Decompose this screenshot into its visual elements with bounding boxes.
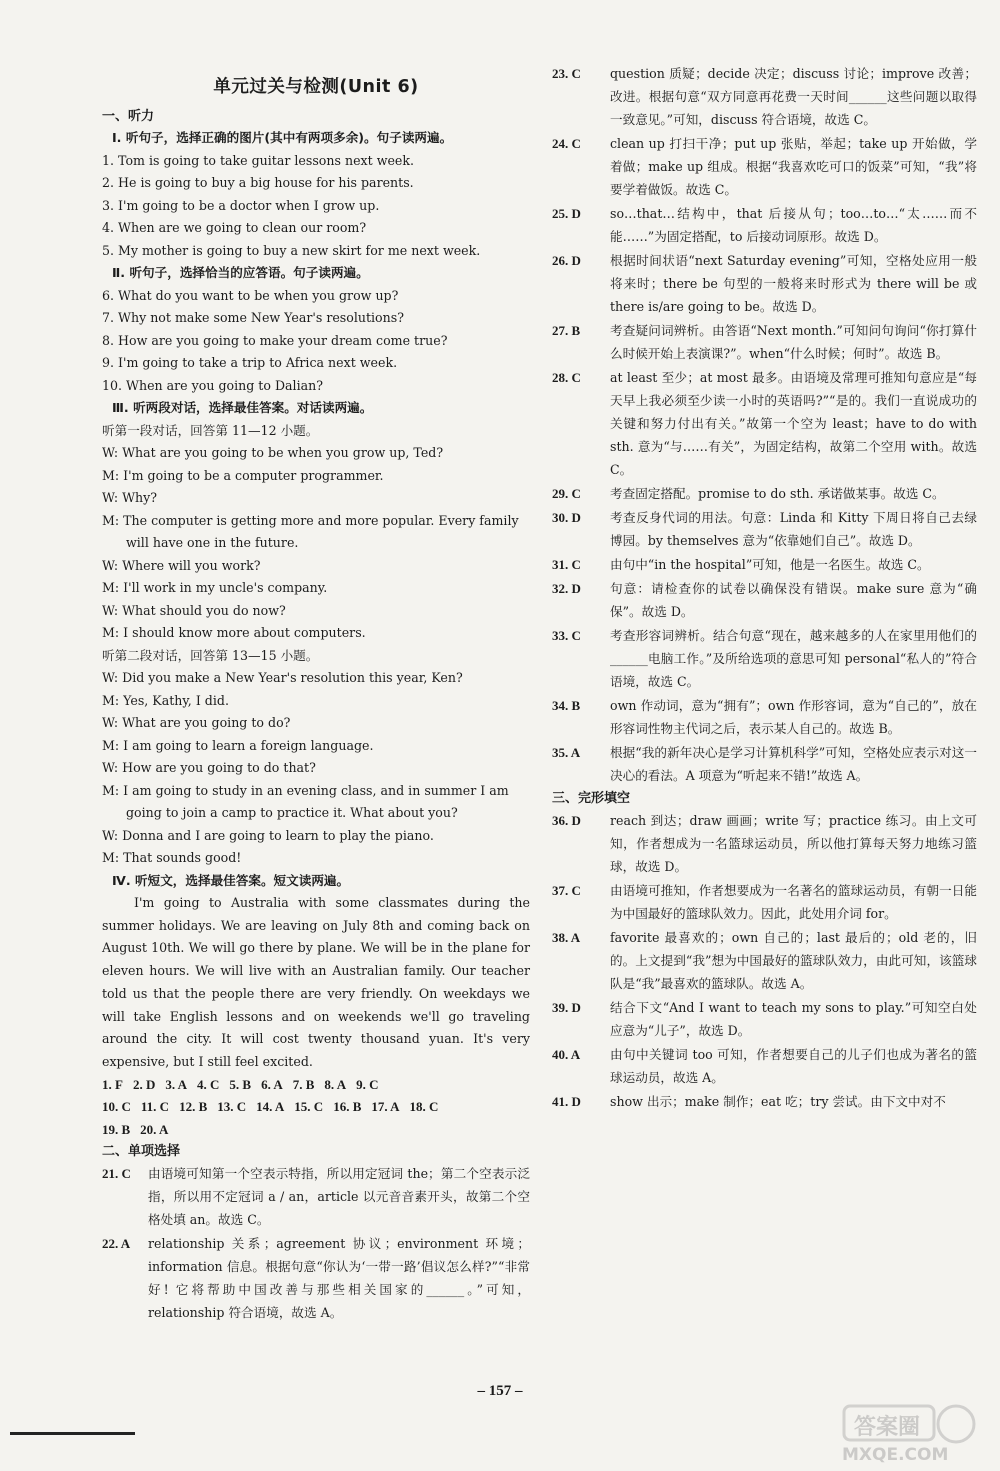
item-text: 考查固定搭配。promise to do sth. 承诺做某事。故选 C。 <box>610 486 945 501</box>
answer-key: 2. D <box>132 1076 156 1092</box>
answer-key: 20. A <box>140 1121 169 1137</box>
listening-passage: I'm going to Australia with some classmates during the summer holidays. We are leaving on July 8th and coming back on August 10th. We will go there by plane. We will be in the plane for eleven hours. We will live with an Australian family. Our teacher told us that the people there are very friendly. On weekdays we will take English lessons and on weekends we'll go traveling around the city. It will cost twenty thousand yuan. It's very expensive, but I still feel excited. <box>102 895 530 1069</box>
item-number: 23. C <box>552 66 581 81</box>
page-title: 单元过关与检测(Unit 6) <box>213 77 419 97</box>
sentence-line: 5. My mother is going to buy a new skirt for me next week. <box>102 242 481 258</box>
answer-key: 17. A <box>371 1099 400 1115</box>
answer-explanation <box>552 926 977 995</box>
answer-explanation <box>552 62 977 131</box>
item-text: show 出示；make 制作；eat 吃；try 尝试。由下文中对不 <box>610 1094 946 1109</box>
item-text: 考查反身代词的用法。句意：Linda 和 Kitty 下周日将自己去绿博园。by themselves 意为“依靠她们自己”。故选 D。 <box>610 510 977 548</box>
dialog-line: W: Where will you work? <box>102 557 261 573</box>
item-text: favorite 最喜欢的；own 自己的；last 最后的；old 老的，旧的。上文提到“我”想为中国最好的篮球队效力，由此可知，该篮球队是“我”最喜欢的篮球队。故选 A。 <box>610 930 977 991</box>
dialog-line: M: I'll work in my uncle's company. <box>102 580 328 595</box>
dialog-line: M: I should know more about computers. <box>102 625 366 640</box>
item-number: 37. C <box>552 883 581 898</box>
dialog1-intro: 听第一段对话，回答第 11—12 小题。 <box>102 422 319 438</box>
item-text: so…that…结构中，that 后接从句；too…to…“太……而不能……”为固定搭配，to 后接动词原形。故选 D。 <box>610 206 977 244</box>
item-number: 27. B <box>552 323 581 338</box>
item-text: 考查形容词辨析。结合句意“现在，越来越多的人在家里用他们的______电脑工作。”及所给选项的意思可知 personal“私人的”符合语境，故选 C。 <box>610 628 977 689</box>
sentence-line: 4. When are we going to clean our room? <box>102 220 367 235</box>
item-text: 句意：请检查你的试卷以确保没有错误。make sure 意为“确保”。故选 D。 <box>610 581 977 619</box>
page-number: – 157 – <box>477 1383 523 1399</box>
answer-key: 6. A <box>261 1076 283 1092</box>
item-number: 22. A <box>102 1236 131 1252</box>
sentence-line: 7. Why not make some New Year's resolutions? <box>102 310 404 325</box>
answer-explanation <box>552 694 977 740</box>
answer-key: 1. F <box>102 1076 123 1092</box>
section-cloze-heading: 三、完形填空 <box>552 791 631 806</box>
dialog-line: W: How are you going to do that? <box>102 760 316 775</box>
answer-explanation <box>552 132 977 201</box>
answer-key: 13. C <box>217 1099 247 1115</box>
item-number: 24. C <box>552 136 581 151</box>
sentence-line: 1. Tom is going to take guitar lessons next week. <box>102 152 415 168</box>
answer-explanation <box>552 996 977 1042</box>
answer-explanation <box>552 809 977 878</box>
answer-key: 16. B <box>333 1099 362 1115</box>
sentence-line: 8. How are you going to make your dream come true? <box>102 332 448 348</box>
answer-key: 3. A <box>165 1076 188 1092</box>
item-number: 30. D <box>552 510 581 525</box>
item-text: question 质疑；decide 决定；discuss 讨论；improve 改善；改进。根据句意“双方同意再花费一天时间______这些问题以取得一致意见。”可知，discuss 符合语境，故选 C。 <box>610 66 977 127</box>
answer-key: 19. B <box>102 1121 131 1137</box>
item-text: 由语境可推知，作者想要成为一名著名的篮球运动员，有朝一日能为中国最好的篮球队效力。因此，此处用介词 for。 <box>610 883 977 921</box>
answer-explanation <box>552 741 977 787</box>
sentence-line: 6. What do you want to be when you grow up? <box>102 287 399 303</box>
item-text: 根据“我的新年决心是学习计算机科学”可知，空格处应表示对这一决心的看法。A 项意为“听起来不错!”故选 A。 <box>610 745 977 783</box>
item-number: 21. C <box>102 1166 131 1182</box>
sentence-line: 10. When are you going to Dalian? <box>102 377 323 393</box>
answer-row <box>102 1074 530 1097</box>
item-text: 结合下文“And I want to teach my sons to play.”可知空白处应意为“儿子”，故选 D。 <box>610 1000 977 1038</box>
item-number: 35. A <box>552 745 581 760</box>
dialog-line: M: The computer is getting more and more popular. Every family will have one in the future. <box>102 512 519 550</box>
dialog-line: W: What are you going to do? <box>102 715 291 730</box>
item-text: clean up 打扫干净；put up 张贴，举起；take up 开始做，学着做；make up 组成。根据“我喜欢吃可口的饭菜”可知，“我”将要学着做饭。故选 C。 <box>610 136 977 197</box>
sentence-line: 3. I'm going to be a doctor when I grow up. <box>102 197 380 213</box>
section-single-choice-heading: 二、单项选择 <box>102 1144 181 1160</box>
answer-explanation <box>552 1043 977 1089</box>
item-number: 41. D <box>552 1094 581 1109</box>
answer-explanation <box>552 879 977 925</box>
dialog-line: W: What are you going to be when you grow up, Ted? <box>102 445 444 460</box>
item-text: relationship 关系；agreement 协议；environment 环境；information 信息。根据句意“你认为‘一带一路’倡议怎么样?”“非常好! 它将帮助中国改善与那些相关国家的______。”可知，relationship 符合语境，故选 A。 <box>148 1236 530 1321</box>
answer-explanation <box>552 1090 977 1113</box>
dialog-line: M: Yes, Kathy, I did. <box>102 692 229 708</box>
item-number: 39. D <box>552 1000 581 1015</box>
answer-explanation <box>552 506 977 552</box>
item-number: 38. A <box>552 930 581 945</box>
item-text: reach 到达；draw 画画；write 写；practice 练习。由上文可知，作者想成为一名篮球运动员，所以他打算每天努力地练习篮球，故选 D。 <box>610 813 977 874</box>
item-text: 根据时间状语“next Saturday evening”可知，空格处应用一般将来时；there be 句型的一般将来时形式为 there will be 或 there is/are going to be。故选 D。 <box>610 253 977 314</box>
dialog2 <box>102 667 530 870</box>
answer-key: 10. C <box>102 1099 131 1115</box>
answer-key: 5. B <box>229 1076 252 1092</box>
dialog-line: W: Why? <box>102 490 158 505</box>
footer-rule <box>10 1432 135 1435</box>
item-text: 由语境可知第一个空表示特指，所以用定冠词 the；第二个空表示泛指，所以用不定冠词 a / an，article 以元音音素开头，故第二个空格处填 an。故选 C。 <box>148 1166 530 1228</box>
item-number: 34. B <box>552 698 581 713</box>
part2-heading: Ⅱ. 听句子，选择恰当的应答语。句子读两遍。 <box>112 265 369 280</box>
item-number: 32. D <box>552 581 581 596</box>
part1-heading: Ⅰ. 听句子，选择正确的图片(其中有两项多余)。句子读两遍。 <box>112 130 453 145</box>
dialog1 <box>102 442 530 645</box>
answer-key: 15. C <box>294 1099 324 1115</box>
left-column <box>102 74 530 1325</box>
dialog-line: M: I'm going to be a computer programmer. <box>102 467 384 483</box>
item-number: 31. C <box>552 557 581 572</box>
item-text: 由句中关键词 too 可知，作者想要自己的儿子们也成为著名的篮球运动员，故选 A。 <box>610 1047 977 1085</box>
item-text: 由句中“in the hospital”可知，他是一名医生。故选 C。 <box>610 557 930 572</box>
answer-key: 9. C <box>356 1076 379 1092</box>
watermark-text: 答案圈 <box>854 1415 921 1440</box>
dialog2-intro: 听第二段对话，回答第 13—15 小题。 <box>102 647 319 663</box>
item-number: 36. D <box>552 813 581 828</box>
part4-heading: Ⅳ. 听短文，选择最佳答案。短文读两遍。 <box>112 872 350 888</box>
right-column <box>552 62 977 1114</box>
answer-key: 18. C <box>409 1099 439 1115</box>
dialog-line: W: Did you make a New Year's resolution this year, Ken? <box>102 670 463 685</box>
item-text: own 作动词，意为“拥有”；own 作形容词，意为“自己的”，放在形容词性物主代词之后，表示某人自己的。故选 B。 <box>610 698 977 736</box>
item-number: 40. A <box>552 1047 581 1062</box>
answer-explanation <box>552 202 977 248</box>
item-number: 25. D <box>552 206 581 221</box>
dialog-line: M: That sounds good! <box>102 850 242 865</box>
item-number: 29. C <box>552 486 581 501</box>
sentence-line: 2. He is going to buy a big house for his parents. <box>102 175 414 190</box>
section-listening-heading: 一、听力 <box>102 109 155 124</box>
listening-answers <box>102 1074 530 1142</box>
answer-explanation <box>552 366 977 481</box>
item-text: 考查疑问词辨析。由答语“Next month.”可知问句询问“你打算什么时候开始上表演课?”。when“什么时候；何时”。故选 B。 <box>610 323 977 361</box>
part3-heading: Ⅲ. 听两段对话，选择最佳答案。对话读两遍。 <box>112 400 373 415</box>
sentence-line: 9. I'm going to take a trip to Africa next week. <box>102 355 398 370</box>
answer-key: 7. B <box>292 1076 315 1092</box>
answer-row <box>102 1119 530 1142</box>
dialog-line: M: I am going to study in an evening class, and in summer I am going to join a camp to practice it. What about you? <box>102 782 509 820</box>
part1-lines <box>102 150 530 263</box>
answer-key: 14. A <box>256 1099 285 1115</box>
item-number: 28. C <box>552 370 581 385</box>
answer-key: 4. C <box>197 1076 220 1092</box>
answer-explanation <box>552 577 977 623</box>
answer-explanation <box>552 319 977 365</box>
answer-row <box>102 1096 530 1119</box>
dialog-line: M: I am going to learn a foreign language. <box>102 737 374 753</box>
part2-lines <box>102 285 530 398</box>
site-watermark-logo <box>836 1398 986 1466</box>
answer-key: 8. A <box>324 1076 347 1092</box>
item-number: 26. D <box>552 253 581 268</box>
answer-explanation <box>552 249 977 318</box>
answer-explanation <box>552 553 977 576</box>
answer-key: 12. B <box>179 1099 208 1115</box>
answer-explanation <box>552 624 977 693</box>
dialog-line: W: Donna and I are going to learn to play the piano. <box>102 827 434 843</box>
item-number: 33. C <box>552 628 581 643</box>
answer-explanation <box>102 1232 530 1324</box>
dialog-line: W: What should you do now? <box>102 602 286 618</box>
item-text: at least 至少；at most 最多。由语境及常理可推知句意应是“每天早上我必须至少读一小时的英语吗?”“是的。我们一直说成功的关键和努力付出有关。”故第一个空为 least；have to do with sth. 意为“与……有关”，为固定结构，故第二个空用 with。故选 C。 <box>610 370 977 477</box>
answer-explanation <box>552 482 977 505</box>
answer-explanation <box>102 1162 530 1231</box>
watermark-url: MXQE.COM <box>842 1445 949 1465</box>
answer-key: 11. C <box>140 1099 170 1115</box>
